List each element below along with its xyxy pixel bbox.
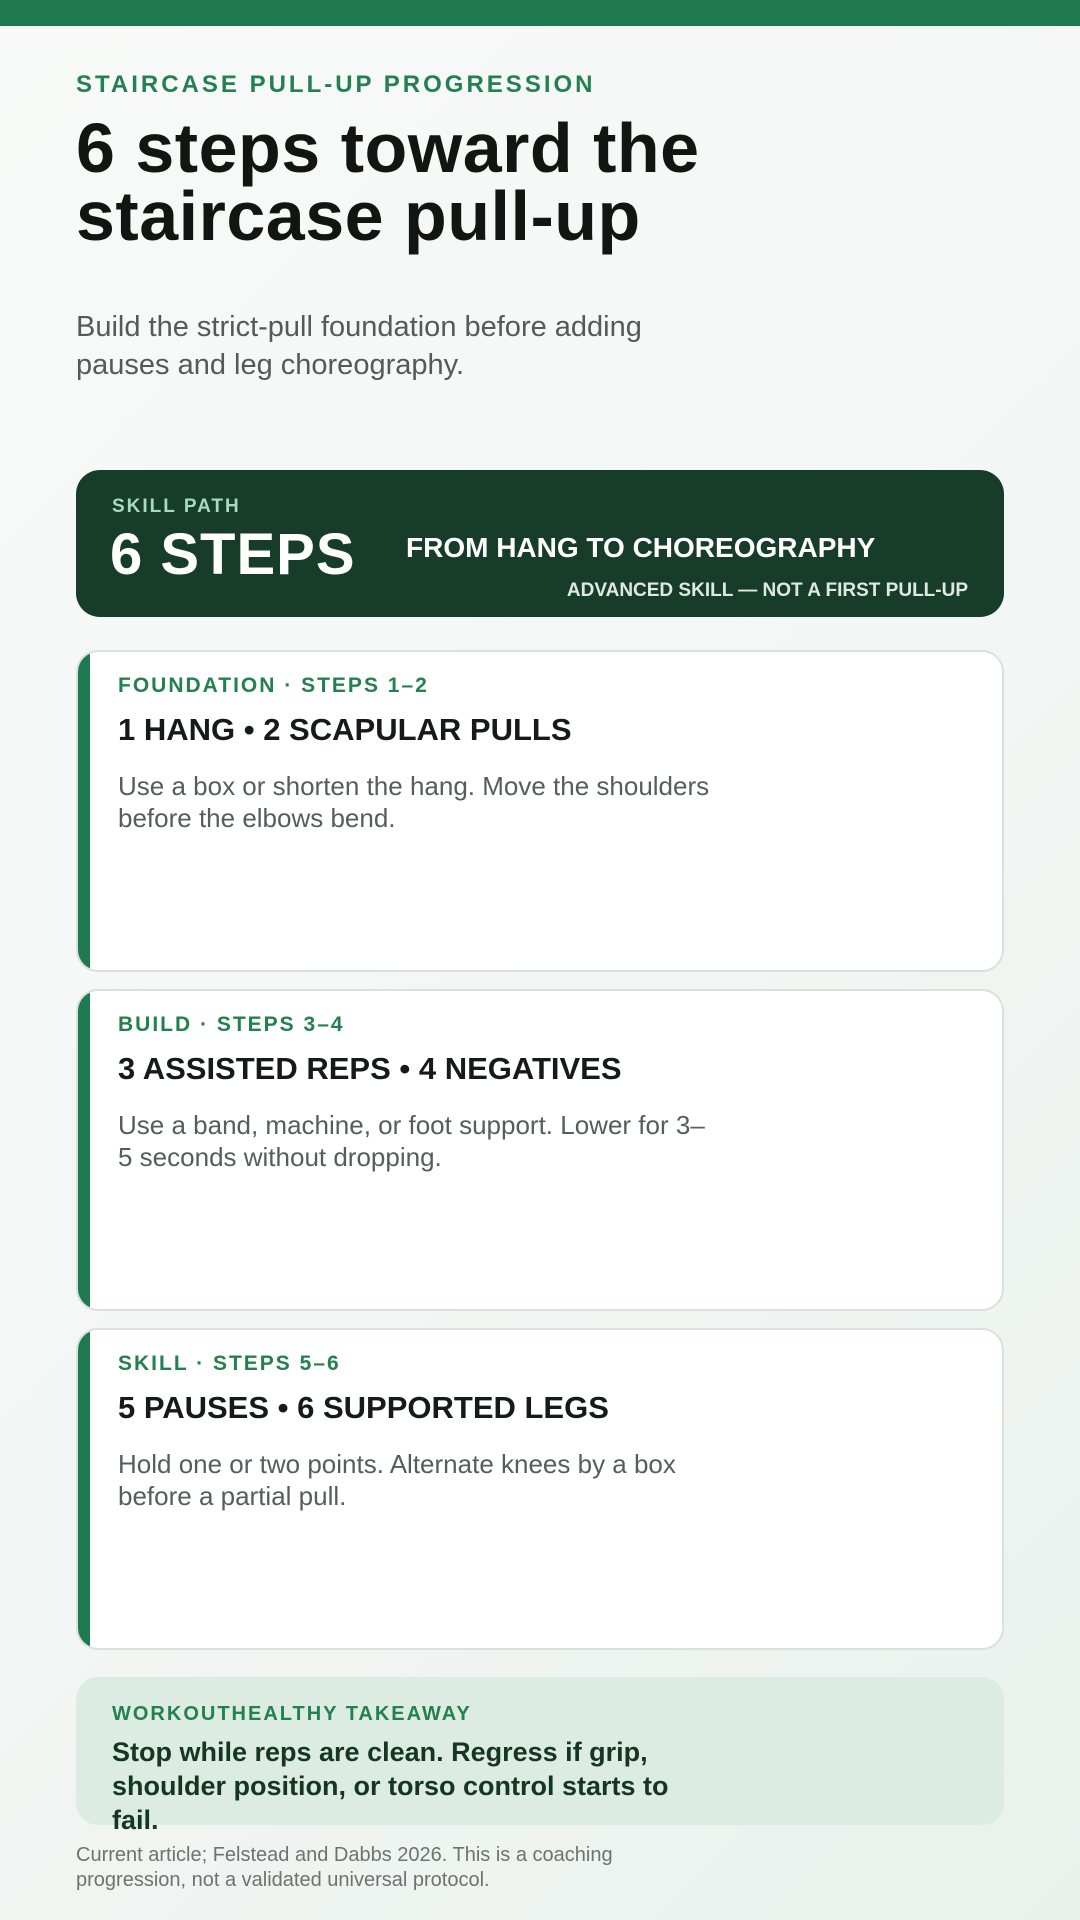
page-title: 6 steps toward the staircase pull-up [76, 109, 700, 255]
skill-path-range: FROM HANG TO CHOREOGRAPHY [406, 532, 876, 563]
step-card-description: Use a box or shorten the hang. Move the shoulders before the elbows bend. [118, 771, 710, 833]
skill-path-count: 6 STEPS [110, 522, 356, 587]
takeaway-label: WORKOUTHEALTHY TAKEAWAY [112, 1703, 472, 1725]
step-card-title: 5 PAUSES • 6 SUPPORTED LEGS [118, 1390, 609, 1425]
step-card-title: 3 ASSISTED REPS • 4 NEGATIVES [118, 1051, 622, 1086]
skill-path-card [76, 470, 1004, 617]
step-card-build [76, 989, 1004, 1311]
takeaway-box [76, 1677, 1004, 1835]
step-card-accent [78, 652, 90, 970]
step-card-accent [78, 991, 90, 1309]
step-card-tag: BUILD · STEPS 3–4 [118, 1013, 345, 1036]
source-footnote: Current article; Felstead and Dabbs 2026. This is a coaching progression, not a validated universal protocol. [76, 1844, 613, 1891]
skill-path-label: SKILL PATH [112, 496, 241, 517]
step-card-description: Use a band, machine, or foot support. Lower for 3–5 seconds without dropping. [118, 1110, 705, 1172]
step-card-foundation [76, 650, 1004, 972]
top-accent-bar [0, 0, 1080, 26]
step-card-skill [76, 1328, 1004, 1650]
step-card-tag: FOUNDATION · STEPS 1–2 [118, 674, 429, 697]
skill-path-warning: ADVANCED SKILL — NOT A FIRST PULL-UP [566, 580, 968, 601]
eyebrow-label: STAIRCASE PULL-UP PROGRESSION [76, 71, 596, 98]
takeaway-text: Stop while reps are clean. Regress if grip, shoulder position, or torso control starts to fail. [112, 1737, 669, 1835]
step-card-accent [78, 1330, 90, 1648]
step-card-title: 1 HANG • 2 SCAPULAR PULLS [118, 712, 572, 747]
page-subtitle: Build the strict-pull foundation before adding pauses and leg choreography. [76, 311, 642, 381]
step-card-description: Hold one or two points. Alternate knees by a box before a partial pull. [118, 1449, 676, 1511]
step-card-tag: SKILL · STEPS 5–6 [118, 1352, 341, 1375]
